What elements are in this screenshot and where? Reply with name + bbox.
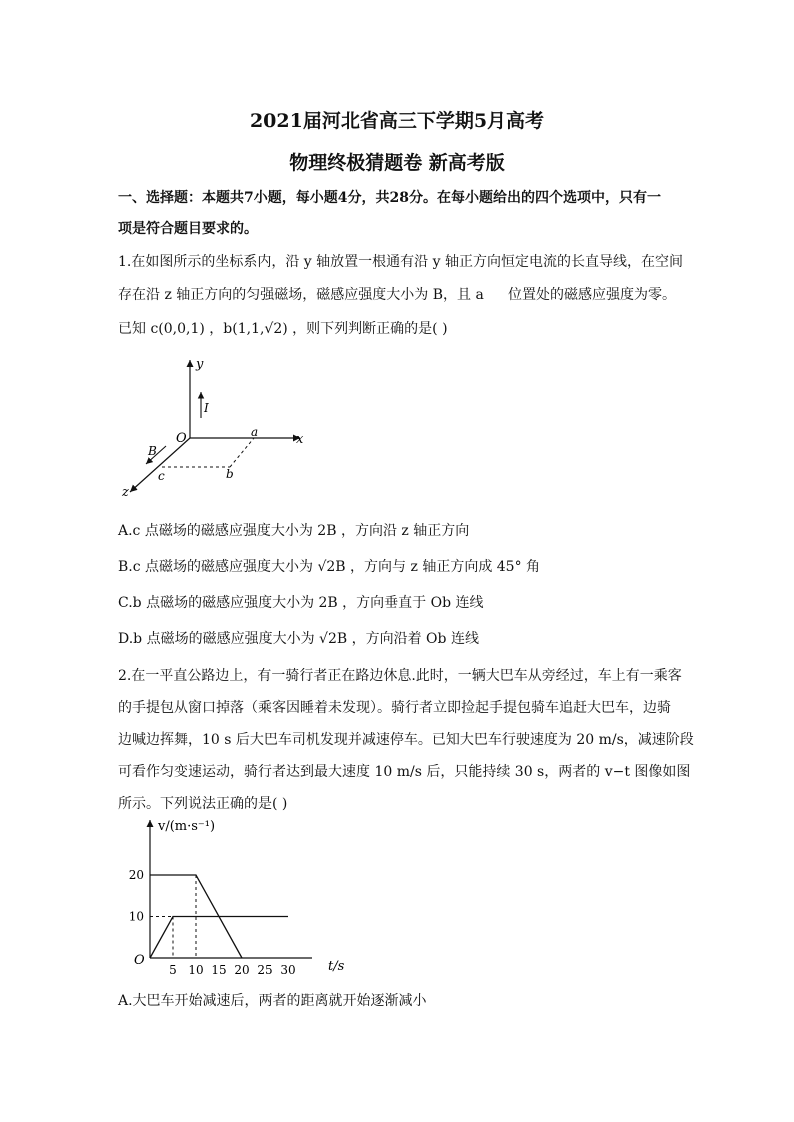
q2-text-line-4: 可看作匀变速运动，骑行者达到最大速度 10 m/s 后，只能持续 30 s，两者的 v−t 图像如图 [118, 764, 691, 780]
q1-coordinate-figure [118, 350, 318, 510]
x-tick-label: 15 [211, 963, 227, 977]
x-tick-label: 10 [188, 963, 204, 977]
y-tick-label: 10 [128, 909, 144, 924]
x-tick-label: 30 [280, 963, 296, 977]
title-line-2: 物理终极猜题卷 新高考版 [289, 152, 505, 174]
point-b-label: b [226, 467, 234, 481]
q2-text-line-5: 所示。下列说法正确的是( ) [118, 796, 288, 812]
q1-text-line-1: 1.在如图所示的坐标系内，沿 y 轴放置一根通有沿 y 轴正方向恒定电流的长直导线，在空间 [118, 254, 683, 270]
dashed-b-a [230, 438, 254, 467]
section-heading-line-1: 一、选择题：本题共7小题，每小题4分，共28分。在每小题给出的四个选项中，只有一 [118, 190, 661, 206]
b-field-label: B [148, 444, 157, 458]
series-line-2 [150, 917, 288, 959]
q1-text-line-2-tail: 位置处的磁感应强度为零。 [508, 287, 676, 303]
t-axis-label: t/s [328, 959, 345, 974]
section-heading-line-2: 项是符合题目要求的。 [118, 221, 258, 237]
q1-option-d: D.b 点磁场的磁感应强度大小为 √2B ，方向沿着 Ob 连线 [118, 631, 479, 647]
point-a-label: a [251, 425, 259, 439]
title-line-1: 2021届河北省高三下学期5月高考 [249, 110, 545, 132]
q2-text-line-2: 的手提包从窗口掉落（乘客因睡着未发现）。骑行者立即捡起手提包骑车追赶大巴车，边骑 [118, 700, 671, 716]
x-tick-label: 20 [234, 963, 250, 977]
q2-vt-chart [118, 812, 368, 984]
q1-option-a: A.c 点磁场的磁感应强度大小为 2B ，方向沿 z 轴正方向 [118, 523, 470, 539]
y-axis-label: y [196, 357, 204, 372]
q1-text-line-3: 已知 c(0,0,1) ，b(1,1,√2) ，则下列判断正确的是( ) [118, 321, 448, 337]
q2-option-a: A.大巴车开始减速后，两者的距离就开始逐渐减小 [118, 993, 427, 1009]
x-tick-label: 25 [257, 963, 273, 977]
q1-text-line-2: 存在沿 z 轴正方向的匀强磁场，磁感应强度大小为 B，且 a [118, 287, 484, 303]
q1-option-c: C.b 点磁场的磁感应强度大小为 2B ，方向垂直于 Ob 连线 [118, 595, 484, 611]
y-tick-label: 20 [128, 868, 144, 882]
x-axis-label: x [296, 432, 304, 447]
x-tick-label: 5 [169, 963, 177, 977]
q2-text-line-3: 边喊边挥舞，10 s 后大巴车司机发现并减速停车。已知大巴车行驶速度为 20 m/s，减速阶段 [118, 732, 694, 748]
q1-option-b: B.c 点磁场的磁感应强度大小为 √2B ，方向与 z 轴正方向成 45° 角 [118, 559, 541, 575]
z-axis [130, 438, 190, 492]
q2-text-line-1: 2.在一平直公路边上，有一骑行者正在路边休息.此时，一辆大巴车从旁经过，车上有一乘客 [118, 668, 682, 684]
point-c-label: c [158, 469, 165, 483]
origin-label: O [134, 953, 145, 968]
origin-label: O [176, 431, 187, 446]
z-axis-label: z [122, 485, 129, 500]
v-axis-label: v/(m·s⁻¹) [158, 819, 216, 834]
current-label: I [204, 401, 209, 415]
